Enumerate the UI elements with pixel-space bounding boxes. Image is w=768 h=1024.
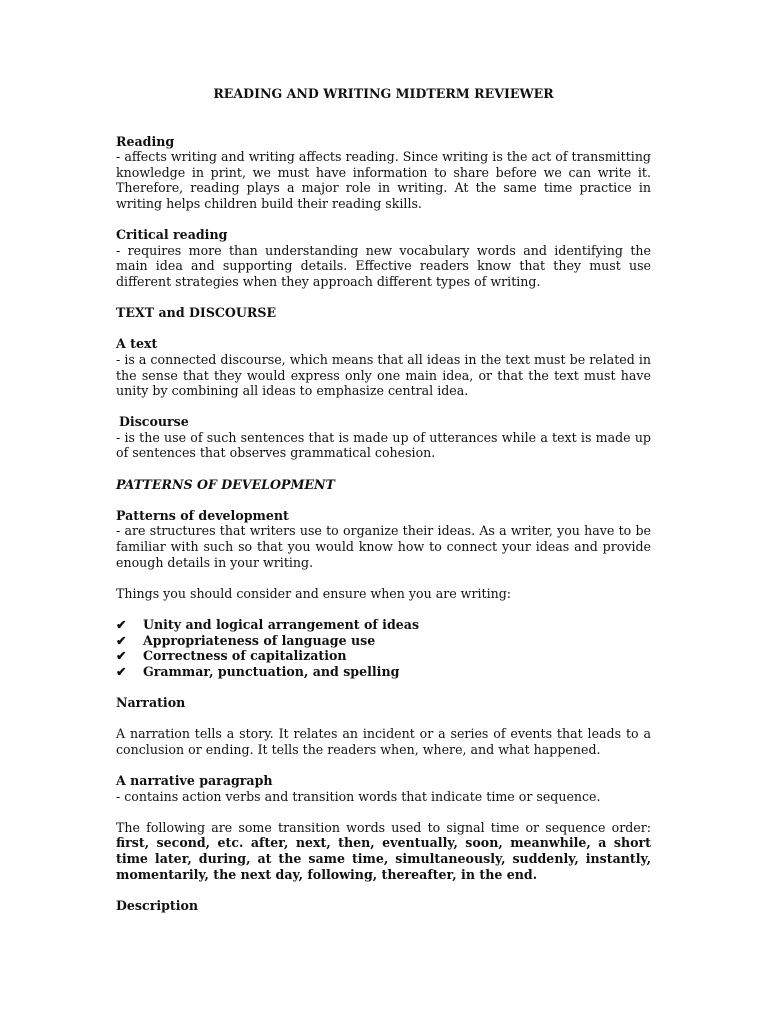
section-patterns: [116, 508, 651, 570]
section-heading: PATTERNS OF DEVELOPMENT: [116, 476, 335, 492]
checkmark-icon: ✔: [116, 617, 127, 632]
checklist: [116, 617, 651, 679]
section-body: - requires more than understanding new vocabulary words and identifying the main idea and supporting details. Effective readers know that they must use different strategies when they approach different types of writing.: [116, 242, 651, 289]
section-body: Things you should consider and ensure when you are writing:: [116, 585, 512, 601]
checkmark-icon: ✔: [116, 632, 127, 648]
section-body: - affects writing and writing affects reading. Since writing is the act of transmitting knowledge in print, we must have information to share before we can write it. Therefore, reading plays a major role in writing. At the same time practice in writing helps children build their reading skills.: [116, 149, 651, 211]
list-item-label: Unity and logical arrangement of ideas: [143, 617, 420, 632]
section-reading: [116, 134, 651, 212]
list-item: [116, 664, 651, 680]
section-transition: [116, 820, 651, 882]
section-heading: Patterns of development: [116, 507, 289, 523]
section-narration: [116, 726, 651, 757]
section-heading: Narration: [116, 694, 186, 710]
section-narration-heading: [116, 695, 651, 711]
list-item-label: Appropriateness of language use: [143, 632, 376, 648]
section-a-text: [116, 336, 651, 398]
section-heading: Discourse: [119, 414, 189, 430]
section-body: - are structures that writers use to organize their ideas. As a writer, you have to be familiar with such so that you would know how to connect your ideas and provide enough details in your writing.: [116, 523, 651, 570]
list-item: [116, 633, 651, 649]
section-body: [116, 820, 651, 882]
section-discourse: [116, 414, 651, 461]
transition-intro: The following are some transition words used to signal time or sequence order:: [116, 819, 651, 835]
section-critical-reading: [116, 227, 651, 289]
section-body: - is a connected discourse, which means that all ideas in the text must be related in the sense that they would express only one main idea, or that the text must have unity by combining all ideas to emphasize central idea.: [116, 351, 651, 399]
list-item-label: Correctness of capitalization: [143, 648, 347, 664]
checkmark-icon: ✔: [116, 663, 127, 679]
section-heading: Reading: [116, 133, 175, 149]
section-heading: A text: [116, 336, 158, 352]
list-item-label: Grammar, punctuation, and spelling: [143, 663, 400, 679]
section-body: A narration tells a story. It relates an incident or a series of events that leads to a conclusion or ending. It tells the readers when, where, and what happened.: [116, 726, 651, 757]
list-item: [116, 648, 651, 664]
section-patterns-title: [116, 477, 651, 493]
section-description: [116, 898, 651, 914]
section-narrative-paragraph: [116, 773, 651, 804]
section-heading: Description: [116, 897, 199, 913]
section-heading: Critical reading: [116, 227, 228, 243]
checkmark-icon: ✔: [116, 648, 127, 664]
document-title: READING AND WRITING MIDTERM REVIEWER: [213, 86, 554, 101]
section-text-discourse: [116, 305, 651, 321]
list-item: [116, 617, 651, 633]
section-body: - is the use of such sentences that is made up of utterances while a text is made up of sentences that observes grammatical cohesion.: [116, 429, 651, 461]
section-heading: TEXT and DISCOURSE: [116, 305, 277, 321]
section-body: - contains action verbs and transition words that indicate time or sequence.: [116, 788, 601, 804]
transition-words: first, second, etc. after, next, then, eventually, soon, meanwhile, a short time later, during, at the same time, simultaneously, suddenly, instantly, momentarily, the next day, following, thereafter, in the end.: [116, 835, 651, 882]
section-things: [116, 586, 651, 602]
section-heading: A narrative paragraph: [116, 772, 273, 788]
